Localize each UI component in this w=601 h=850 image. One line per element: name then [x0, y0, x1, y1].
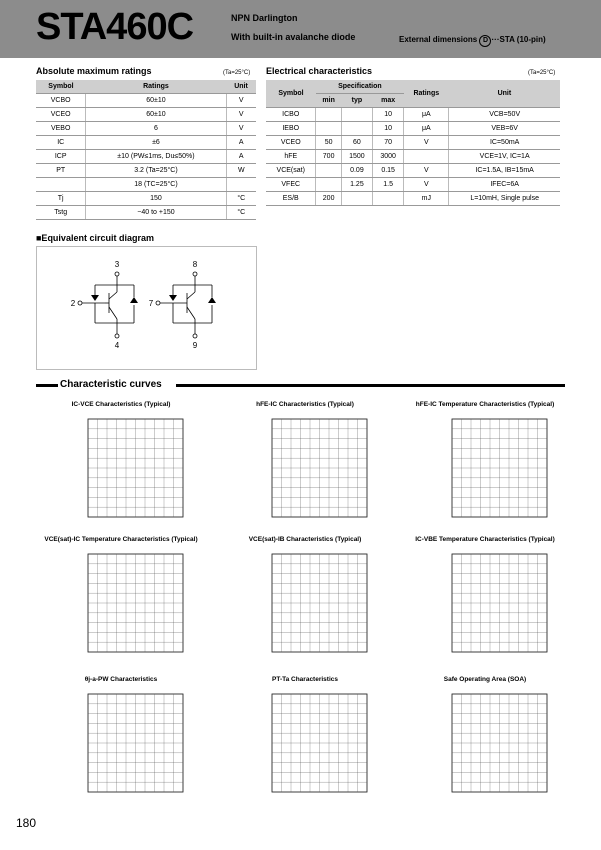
external-dimensions: External dimensions D ···STA (10-pin) — [399, 35, 546, 47]
pin-3: 3 — [114, 260, 120, 269]
elec-char-table: Symbol Specification Ratings Unit min typ max ICBO 10 μA VCB=50V IEBO 10 μA VEB=6V VCEO 50 60 70 V IC=50mA hFE 700 1500 3000 VCE=1V, IC=1A VCE(sat) 0.09 0.15 V IC=1.5A, IB=15mA VFEC 1.25 1.5 V IFEC=6A ES/B 200 mJ L=10mH, Single pulse — [266, 80, 560, 206]
section-rule-right — [176, 384, 565, 387]
cell: VFEC — [266, 178, 316, 192]
cell — [36, 178, 86, 192]
chart-title: θj-a-PW Characteristics — [84, 676, 158, 683]
cell: VCEO — [36, 108, 86, 122]
cell — [316, 122, 341, 136]
table-row — [36, 94, 256, 108]
elec-char-cond: (Ta=25°C) — [528, 70, 556, 76]
cell: °C — [226, 192, 256, 206]
cell: L=10mH, Single pulse — [449, 192, 560, 206]
chart-panel — [36, 405, 206, 527]
chart-panel — [36, 540, 206, 662]
chart-title: VCE(sat)-IC Temperature Characteristics (Typical) — [44, 536, 198, 543]
cell: VCE=1V, IC=1A — [449, 150, 560, 164]
cell: 6 — [86, 122, 226, 136]
cell: 18 (TC=25°C) — [86, 178, 226, 192]
table-row — [266, 150, 560, 164]
cell: 3000 — [373, 150, 404, 164]
table-row — [36, 192, 256, 206]
cell: VCE(sat) — [266, 164, 316, 178]
cell — [341, 192, 372, 206]
device-feature: With built-in avalanche diode — [231, 32, 356, 42]
table-row — [36, 108, 256, 122]
cell: μA — [404, 122, 449, 136]
cell: μA — [404, 108, 449, 122]
cell: °C — [226, 206, 256, 220]
chart-title: IC-VBE Temperature Characteristics (Typical) — [415, 536, 555, 543]
cell: 1.5 — [373, 178, 404, 192]
section-rule-left — [36, 384, 58, 387]
cell: ICP — [36, 150, 86, 164]
cell: IEBO — [266, 122, 316, 136]
elec-char-title: Electrical characteristics — [266, 66, 373, 76]
chart-title: hFE-IC Characteristics (Typical) — [256, 401, 354, 408]
pin-9: 9 — [192, 341, 198, 350]
cell — [373, 192, 404, 206]
cell: IFEC=6A — [449, 178, 560, 192]
cell: 3.2 (Ta=25°C) — [86, 164, 226, 178]
cell: 10 — [373, 122, 404, 136]
cell: A — [226, 150, 256, 164]
cell: ES/B — [266, 192, 316, 206]
chart-panel — [220, 540, 390, 662]
cell — [226, 178, 256, 192]
cell — [404, 150, 449, 164]
table-row — [266, 192, 560, 206]
cell: IC=50mA — [449, 136, 560, 150]
pin-4: 4 — [114, 341, 120, 350]
circuit-diagram — [36, 246, 257, 370]
chart-panel — [220, 405, 390, 527]
cell: 50 — [316, 136, 341, 150]
cell: ±10 (PW≤1ms, Du≤50%) — [86, 150, 226, 164]
cell: 0.15 — [373, 164, 404, 178]
cell: V — [226, 108, 256, 122]
cell: IC=1.5A, IB=15mA — [449, 164, 560, 178]
chart-panel — [36, 680, 206, 802]
cell: W — [226, 164, 256, 178]
device-type: NPN Darlington — [231, 13, 298, 23]
cell — [316, 164, 341, 178]
cell: ±6 — [86, 136, 226, 150]
abs-max-title: Absolute maximum ratings — [36, 66, 152, 76]
table-row — [36, 122, 256, 136]
chart-panel — [400, 405, 570, 527]
cell: PT — [36, 164, 86, 178]
table-row — [36, 164, 256, 178]
cell: 200 — [316, 192, 341, 206]
cell: Tstg — [36, 206, 86, 220]
cell: VCB=50V — [449, 108, 560, 122]
cell: V — [404, 164, 449, 178]
circuit-title: ■Equivalent circuit diagram — [36, 233, 154, 243]
cell: 150 — [86, 192, 226, 206]
table-row — [36, 206, 256, 220]
chart-title: Safe Operating Area (SOA) — [443, 676, 527, 683]
cell — [316, 108, 341, 122]
cell: 70 — [373, 136, 404, 150]
cell: VCBO — [36, 94, 86, 108]
abs-max-table — [36, 80, 256, 220]
abs-col: Unit — [226, 80, 256, 94]
cell: VEB=6V — [449, 122, 560, 136]
chart-panel — [220, 680, 390, 802]
cell: VCEO — [266, 136, 316, 150]
cell: mJ — [404, 192, 449, 206]
table-row — [266, 108, 560, 122]
cell: V — [404, 178, 449, 192]
cell: 10 — [373, 108, 404, 122]
abs-col: Ratings — [86, 80, 226, 94]
part-number: STA460C — [36, 6, 194, 48]
cell: 60±10 — [86, 94, 226, 108]
chart-title: PT-Ta Characteristics — [272, 676, 338, 683]
cell: V — [226, 94, 256, 108]
cell: −40 to +150 — [86, 206, 226, 220]
cell — [341, 108, 372, 122]
table-row — [266, 122, 560, 136]
table-row — [266, 178, 560, 192]
cell: V — [226, 122, 256, 136]
cell: V — [404, 136, 449, 150]
cell — [341, 122, 372, 136]
cell: IC — [36, 136, 86, 150]
cell: ICBO — [266, 108, 316, 122]
table-row — [36, 150, 256, 164]
chart-title: IC-VCE Characteristics (Typical) — [71, 401, 171, 408]
cell: 1500 — [341, 150, 372, 164]
table-row — [36, 178, 256, 192]
cell — [316, 178, 341, 192]
pin-7: 7 — [148, 299, 154, 308]
cell: 0.09 — [341, 164, 372, 178]
curves-title: Characteristic curves — [60, 379, 162, 390]
cell: Tj — [36, 192, 86, 206]
abs-col: Symbol — [36, 80, 86, 94]
cell: 60 — [341, 136, 372, 150]
pin-2: 2 — [70, 299, 76, 308]
cell: 60±10 — [86, 108, 226, 122]
cell: 700 — [316, 150, 341, 164]
chart-title: VCE(sat)-IB Characteristics (Typical) — [248, 536, 362, 543]
cell: 1.25 — [341, 178, 372, 192]
cell: hFE — [266, 150, 316, 164]
chart-panel — [400, 540, 570, 662]
pin-8: 8 — [192, 260, 198, 269]
table-row — [266, 136, 560, 150]
abs-max-cond: (Ta=25°C) — [223, 70, 251, 76]
table-row — [266, 164, 560, 178]
table-row — [36, 136, 256, 150]
page-number: 180 — [16, 816, 37, 830]
cell: VEBO — [36, 122, 86, 136]
cell: A — [226, 136, 256, 150]
chart-title: hFE-IC Temperature Characteristics (Typical) — [415, 401, 555, 408]
chart-panel — [400, 680, 570, 802]
